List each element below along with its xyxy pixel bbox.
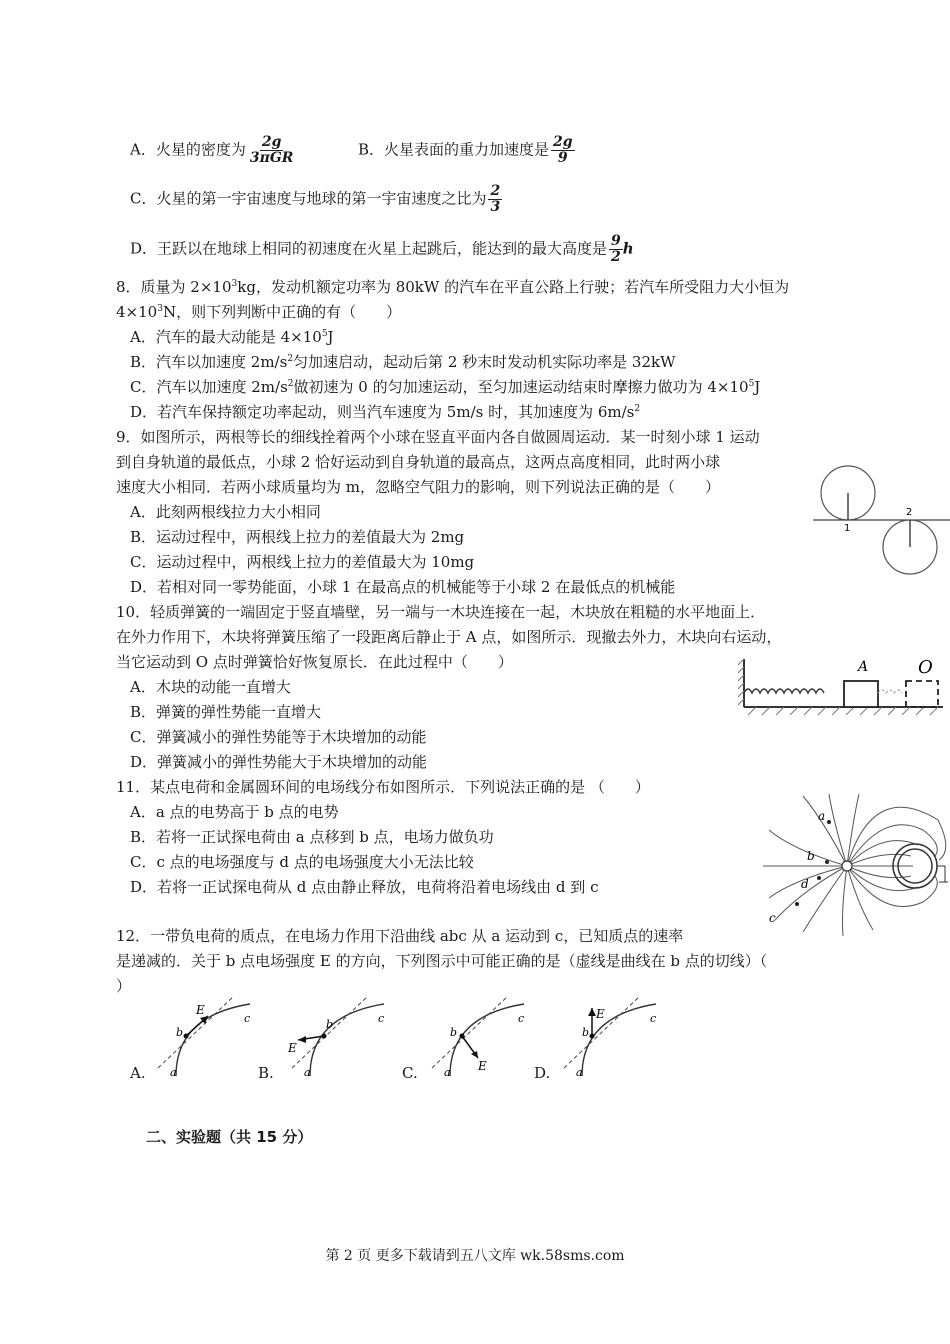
curve-abc <box>310 1004 384 1076</box>
point-charge <box>842 861 852 871</box>
label-c: c <box>650 1012 657 1025</box>
point-c <box>795 902 799 906</box>
q12-stem-line3: ） <box>116 977 132 995</box>
point-d <box>817 876 821 880</box>
label-a: a <box>444 1066 451 1078</box>
q12-figure-b <box>284 996 394 1078</box>
q8-option-b: B．汽车以加速度 $2m/s^2$匀加速启动，起动后第 2 秒末时发动机实际功率是 32kW <box>130 353 676 371</box>
block-at-o <box>906 681 938 707</box>
spring <box>744 689 824 693</box>
q9-option-a: A．此刻两根线拉力大小相同 <box>130 503 321 521</box>
label-ball-1: 1 <box>844 523 851 534</box>
q11-option-c: C．c 点的电场强度与 d 点的电场强度大小无法比较 <box>130 853 474 871</box>
label-e: E <box>596 1007 605 1021</box>
q12-option-b-label: B. <box>258 1064 274 1082</box>
q7-d-fraction: $\frac{9}{2}$ <box>611 233 621 265</box>
point-a <box>827 820 831 824</box>
q12-figure-d <box>556 996 666 1078</box>
label-a: a <box>576 1066 583 1078</box>
q7-option-d: D．王跃以在地球上相同的初速度在火星上起跳后，能达到的最大高度是 $\frac{9}{2}$ h <box>130 233 634 265</box>
label-c: c <box>769 911 776 925</box>
point-b <box>825 860 829 864</box>
q7-c-fraction: $\frac{2}{3}$ <box>490 183 501 215</box>
q10-figure-spring-block <box>738 655 946 717</box>
q7-a-fraction: $\frac{2g}{\text{3πGR}}$ <box>249 134 294 166</box>
e-arrowhead <box>298 1036 306 1043</box>
label-a: a <box>170 1066 177 1078</box>
label-e: E <box>478 1059 487 1073</box>
page-footer: 第 2 页 更多下载请到五八文库 wk.58sms.com <box>325 1248 625 1264</box>
q8-stem-line2: $4\times 10^3N$，则下列判断中正确的有（ ） <box>116 303 402 321</box>
block-at-a <box>844 681 878 707</box>
q9-option-c: C．运动过程中，两根线上拉力的差值最大为 10mg <box>130 553 475 571</box>
q12-option-c-label: C. <box>402 1064 418 1082</box>
label-c: c <box>378 1012 385 1025</box>
label-o: O <box>918 657 933 678</box>
label-c: c <box>518 1012 525 1025</box>
q11-stem: 11．某点电荷和金属圆环间的电场线分布如图所示．下列说法正确的是 （ ） <box>116 778 650 796</box>
q12-option-d-label: D. <box>534 1064 551 1082</box>
q10-stem-line3: 当它运动到 O 点时弹簧恰好恢复原长．在此过程中（ ） <box>116 653 513 671</box>
q10-option-a: A．木块的动能一直增大 <box>130 678 291 696</box>
q10-stem-line2: 在外力作用下，木块将弹簧压缩了一段距离后静止于 A 点，如图所示．现撤去外力，木块向右运动， <box>116 628 782 646</box>
q10-option-b: B．弹簧的弹性势能一直增大 <box>130 703 322 721</box>
q9-option-d: D．若相对同一零势能面，小球 1 在最高点的机械能等于小球 2 在最低点的机械能 <box>130 578 676 596</box>
q7-option-c: C．火星的第一宇宙速度与地球的第一宇宙速度之比为 $\frac{2}{3}$ <box>130 183 501 215</box>
q12-figure-c <box>424 996 534 1078</box>
q9-figure-two-circles <box>808 463 950 575</box>
q9-stem-line3: 速度大小相同．若两小球质量均为 m，忽略空气阻力的影响，则下列说法正确的是（ ） <box>116 478 720 496</box>
e-arrowhead <box>588 1008 596 1016</box>
q11-option-d: D．若将一正试探电荷从 d 点由静止释放，电荷将沿着电场线由 d 到 c <box>130 878 599 896</box>
q11-option-a: A．a 点的电势高于 b 点的电势 <box>130 803 339 821</box>
tangent-line <box>432 996 508 1068</box>
tangent-line <box>292 996 368 1068</box>
q10-stem-line1: 10．轻质弹簧的一端固定于竖直墙壁，另一端与一木块连接在一起，木块放在粗糙的水平地面上． <box>116 603 766 621</box>
label-b: b <box>450 1026 458 1039</box>
field-lines <box>763 794 946 936</box>
curve-abc <box>176 1004 250 1076</box>
label-b: b <box>807 849 815 863</box>
q8-option-a: A．汽车的最大动能是 $4\times 10^5J$ <box>130 328 334 346</box>
label-e: E <box>288 1041 297 1055</box>
q9-stem-line1: 9．如图所示，两根等长的细线拴着两个小球在竖直平面内各自做圆周运动．某一时刻小球 1 运动 <box>116 428 760 446</box>
label-a: a <box>818 809 826 823</box>
label-b: b <box>582 1026 590 1039</box>
q9-option-b: B．运动过程中，两根线上拉力的差值最大为 2mg <box>130 528 465 546</box>
q7-option-a: A．火星的密度为 $\frac{2g}{\text{3πGR}}$ <box>130 134 294 166</box>
q9-stem-line2: 到自身轨道的最低点，小球 2 恰好运动到自身轨道的最高点，这两点高度相同，此时两小球 <box>116 453 721 471</box>
label-ball-2: 2 <box>906 507 913 518</box>
q7-option-b: B．火星表面的重力加速度是 $\frac{2g}{9}$ <box>358 134 573 166</box>
q10-option-c: C．弹簧减小的弹性势能等于木块增加的动能 <box>130 728 427 746</box>
q8-option-d: D．若汽车保持额定功率起动，则当汽车速度为 5m/s 时，其加速度为 $6m/s^2$ <box>130 403 641 421</box>
q11-option-b: B．若将一正试探电荷由 a 点移到 b 点，电场力做负功 <box>130 828 494 846</box>
label-e: E <box>196 1003 205 1017</box>
ground-hatching <box>748 707 938 715</box>
section-heading-experiment: 二、实验题（共 15 分） <box>146 1128 313 1146</box>
label-a: A <box>858 659 869 675</box>
label-a: a <box>304 1066 311 1078</box>
q12-figure-a <box>150 996 260 1078</box>
spring-dashed <box>878 690 902 693</box>
label-b: b <box>176 1026 184 1039</box>
curve-abc <box>450 1004 524 1076</box>
label-c: c <box>244 1012 251 1025</box>
label-b: b <box>326 1018 334 1031</box>
q11-figure-field-lines <box>763 790 948 936</box>
q12-stem-line2: 是递减的．关于 b 点电场强度 E 的方向，下列图示中可能正确的是（虚线是曲线在 b 点的切线）（ <box>116 952 768 970</box>
q10-option-d: D．弹簧减小的弹性势能大于木块增加的动能 <box>130 753 428 771</box>
q7-b-fraction: $\frac{2g}{9}$ <box>553 134 573 166</box>
q8-stem-line1: 8．质量为 $2\times 10^3kg$，发动机额定功率为 80kW 的汽车在平直公路上行驶；若汽车所受阻力大小恒为 <box>116 278 790 296</box>
q8-option-c: C．汽车以加速度 $2m/s^2$做初速为 0 的匀加速运动，至匀加速运动结束时摩擦力做功为 $4\times 10^5J$ <box>130 378 761 396</box>
q12-option-a-label: A. <box>130 1064 146 1082</box>
q12-stem-line1: 12．一带负电荷的质点，在电场力作用下沿曲线 abc 从 a 运动到 c，已知质点的速率 <box>116 927 684 945</box>
label-d: d <box>801 877 809 891</box>
